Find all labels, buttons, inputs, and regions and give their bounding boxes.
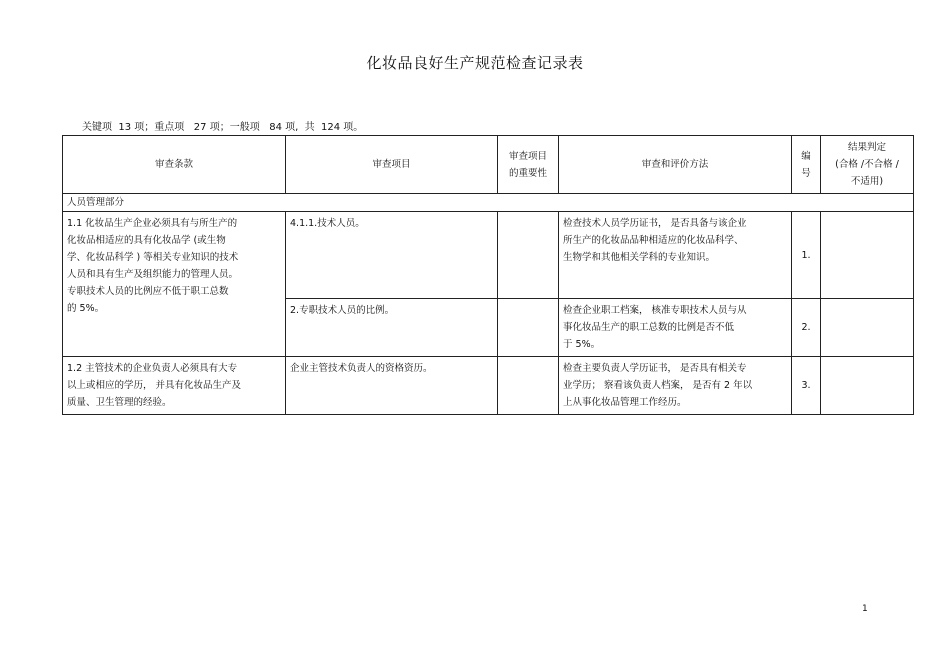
method-cell: 检查技术人员学历证书， 是否具备与该企业 所生产的化妆品品种相适应的化妆品科学、 生物学和其他相关学科的专业知识。 <box>559 212 792 299</box>
header-clause: 审查条款 <box>63 136 286 194</box>
method-cell: 检查主要负责人学历证书， 是否具有相关专 业学历； 察看该负责人档案， 是否有 2 年以 上从事化妆品管理工作经历。 <box>559 357 792 415</box>
importance-cell <box>498 357 559 415</box>
page-number: 1 <box>862 604 868 614</box>
result-cell <box>821 357 914 415</box>
header-number: 编 号 <box>792 136 821 194</box>
section-row <box>63 194 914 212</box>
item-cell: 4.1.1.技术人员。 <box>286 212 498 299</box>
section-title: 人员管理部分 <box>63 194 914 212</box>
header-importance: 审查项目 的重要性 <box>498 136 559 194</box>
header-item: 审查项目 <box>286 136 498 194</box>
item-cell: 2.专职技术人员的比例。 <box>286 299 498 357</box>
table-row <box>63 357 914 415</box>
importance-cell <box>498 299 559 357</box>
result-cell <box>821 299 914 357</box>
header-method: 审查和评价方法 <box>559 136 792 194</box>
method-cell: 检查企业职工档案， 核准专职技术人员与从 事化妆品生产的职工总数的比例是否不低 于 5%。 <box>559 299 792 357</box>
table-header-row <box>63 136 914 194</box>
item-cell: 企业主管技术负责人的资格资历。 <box>286 357 498 415</box>
number-cell: 2. <box>792 299 821 357</box>
importance-cell <box>498 212 559 299</box>
inspection-record-table <box>62 135 914 415</box>
number-cell: 3. <box>792 357 821 415</box>
clause-cell: 1.2 主管技术的企业负责人必须具有大专 以上或相应的学历， 并具有化妆品生产及 质量、卫生管理的经验。 <box>63 357 286 415</box>
document-title: 化妆品良好生产规范检查记录表 <box>366 54 584 72</box>
table-row <box>63 212 914 299</box>
clause-cell: 1.1 化妆品生产企业必须具有与所生产的 化妆品相适应的具有化妆品学 (或生物 学、化妆品科学 ) 等相关专业知识的技术 人员和具有生产及组织能力的管理人员。 专职技术人员的比例应不低于职工总数 的 5%。 <box>63 212 286 357</box>
item-count-summary: 关键项 13 项；重点项 27 项；一般项 84 项, 共 124 项。 <box>82 122 364 133</box>
number-cell: 1. <box>792 212 821 299</box>
result-cell <box>821 212 914 299</box>
header-result: 结果判定 (合格 /不合格 / 不适用) <box>821 136 914 194</box>
